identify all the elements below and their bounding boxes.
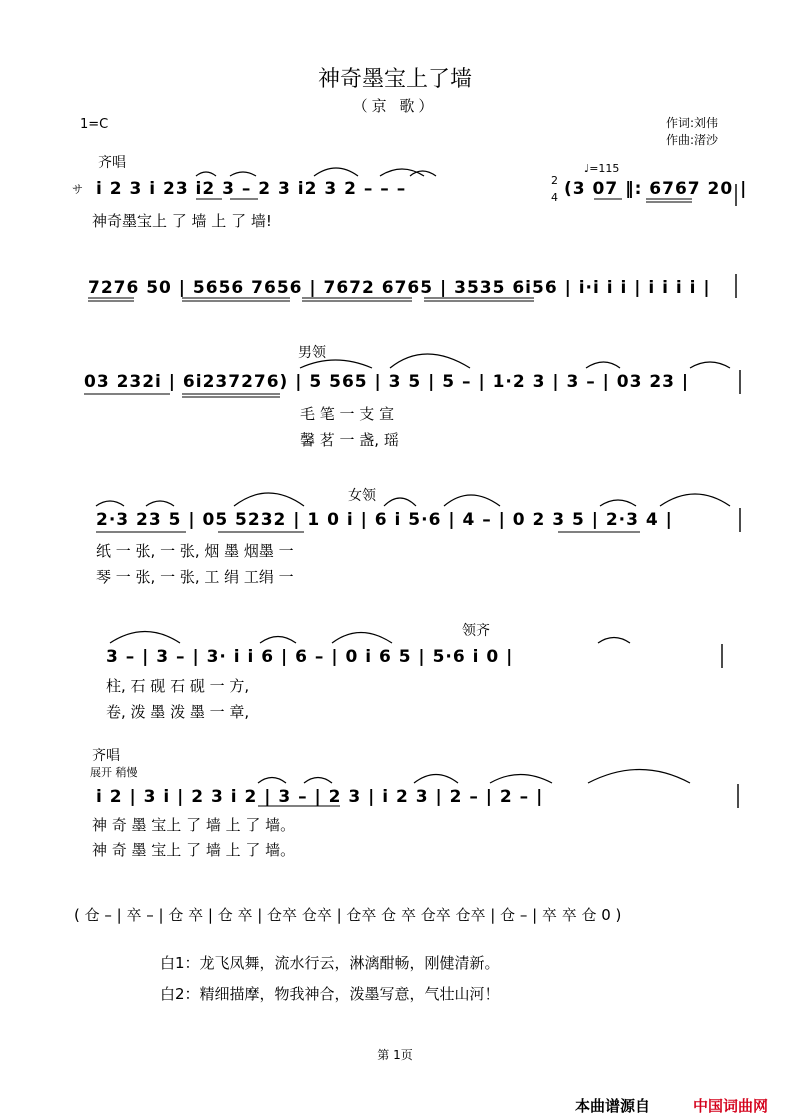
slur [304, 778, 332, 784]
song-title: 神奇墨宝上了墙 [317, 67, 472, 92]
slur [260, 637, 296, 644]
row5-lyrics-2: 卷, 泼 墨 泼 墨 一 章, [106, 703, 250, 721]
source-label: 本曲谱源自 [575, 1097, 651, 1115]
slur [586, 362, 620, 368]
narration-bai2: 白2：精细描摩，物我神合，泼墨写意，气壮山河！ [160, 985, 500, 1003]
slur [384, 498, 416, 506]
expression-mark: 展开 稍慢 [90, 766, 138, 779]
quarter-note-icon: ♩ [584, 162, 590, 175]
row3-notes: 03 232i | 6i237276) | 5 565 | 3 5 | 5 – | 1·2 3 | 3 – | 03 23 | [84, 372, 690, 392]
part-label-lingqi: 领齐 [462, 623, 490, 639]
slur [332, 633, 392, 644]
time-sig-bottom: 4 [551, 191, 558, 204]
slur [414, 775, 458, 784]
lyricist-credit: 作词:刘伟 [666, 116, 719, 130]
slur [690, 362, 730, 368]
slur [380, 169, 424, 176]
row2-notes: 7276 50 | 5656 7656 | 7672 6765 | 3535 6i56 | i·i i i | i i i i | [88, 278, 711, 298]
slur [230, 172, 256, 176]
free-tempo-sign: サ [72, 183, 83, 196]
row3-lyrics-2: 馨 茗 一 盏, 瑶 [300, 431, 399, 449]
slur [146, 501, 174, 506]
row1-notes: i 2 3 i 23 i2 3 – 2 3 i2 3 2 – – – [96, 179, 407, 199]
row1-intro-notes: (3 07 ‖: 6767 20 | [564, 179, 748, 199]
row3-lyrics-1: 毛 笔 一 支 宣 [300, 405, 395, 423]
key-signature: 1=C [80, 117, 109, 132]
row7-percussion: ( 仓 – | 卒 – | 仓 卒 | 仓 卒 | 仓卒 仓卒 | 仓卒 仓 卒 仓卒 仓卒 | 仓 – | 卒 卒 仓 0 ) [74, 906, 622, 924]
row4-lyrics-1: 纸 一 张, 一 张, 烟 墨 烟墨 一 [96, 542, 294, 560]
row6-notes: i 2 | 3 i | 2 3 i 2 | 3 – | 2 3 | i 2 3 | 2 – | 2 – | [96, 787, 544, 807]
slur [660, 494, 730, 506]
part-label-qichang: 齐唱 [98, 155, 126, 171]
slur [234, 493, 304, 506]
slur [390, 354, 470, 368]
row5-lyrics-1: 柱, 石 砚 石 砚 一 方, [106, 677, 250, 695]
time-sig-top: 2 [551, 174, 558, 187]
slur [300, 360, 372, 368]
part-label-qichang-2: 齐唱 [92, 748, 120, 764]
tempo-value: =115 [589, 162, 620, 175]
slur [588, 770, 690, 784]
narration-bai1: 白1：龙飞凤舞，流水行云，淋漓酣畅，刚健清新。 [160, 954, 500, 972]
row4-notes: 2·3 23 5 | 05 5232 | 1 0 i | 6 i 5·6 | 4 – | 0 2 3 5 | 2·3 4 | [96, 510, 673, 530]
slur [196, 172, 216, 176]
slur [598, 638, 630, 644]
song-subtitle: （京 歌） [352, 97, 438, 115]
composer-credit: 作曲:渚沙 [666, 133, 719, 147]
row1-lyrics: 神奇墨宝上 了 墙 上 了 墙! [92, 212, 272, 230]
part-label-nvling: 女领 [348, 488, 376, 504]
slur [258, 778, 286, 784]
part-label-nanling: 男领 [298, 345, 326, 361]
row6-lyrics-1: 神 奇 墨 宝上 了 墙 上 了 墙。 [92, 816, 296, 834]
slur [444, 495, 500, 506]
row5-notes: 3 – | 3 – | 3· i i 6 | 6 – | 0 i 6 5 | 5·6 i 0 | [106, 647, 514, 667]
slur [96, 501, 124, 506]
row6-lyrics-2: 神 奇 墨 宝上 了 墙 上 了 墙。 [92, 841, 296, 859]
slur [314, 168, 358, 176]
page-number: 第 1页 [377, 1048, 413, 1062]
slur [600, 500, 636, 506]
slur [110, 632, 180, 644]
source-site: 中国词曲网 [693, 1097, 769, 1115]
slur [490, 775, 552, 784]
row4-lyrics-2: 琴 一 张, 一 张, 工 绢 工绢 一 [96, 568, 294, 586]
